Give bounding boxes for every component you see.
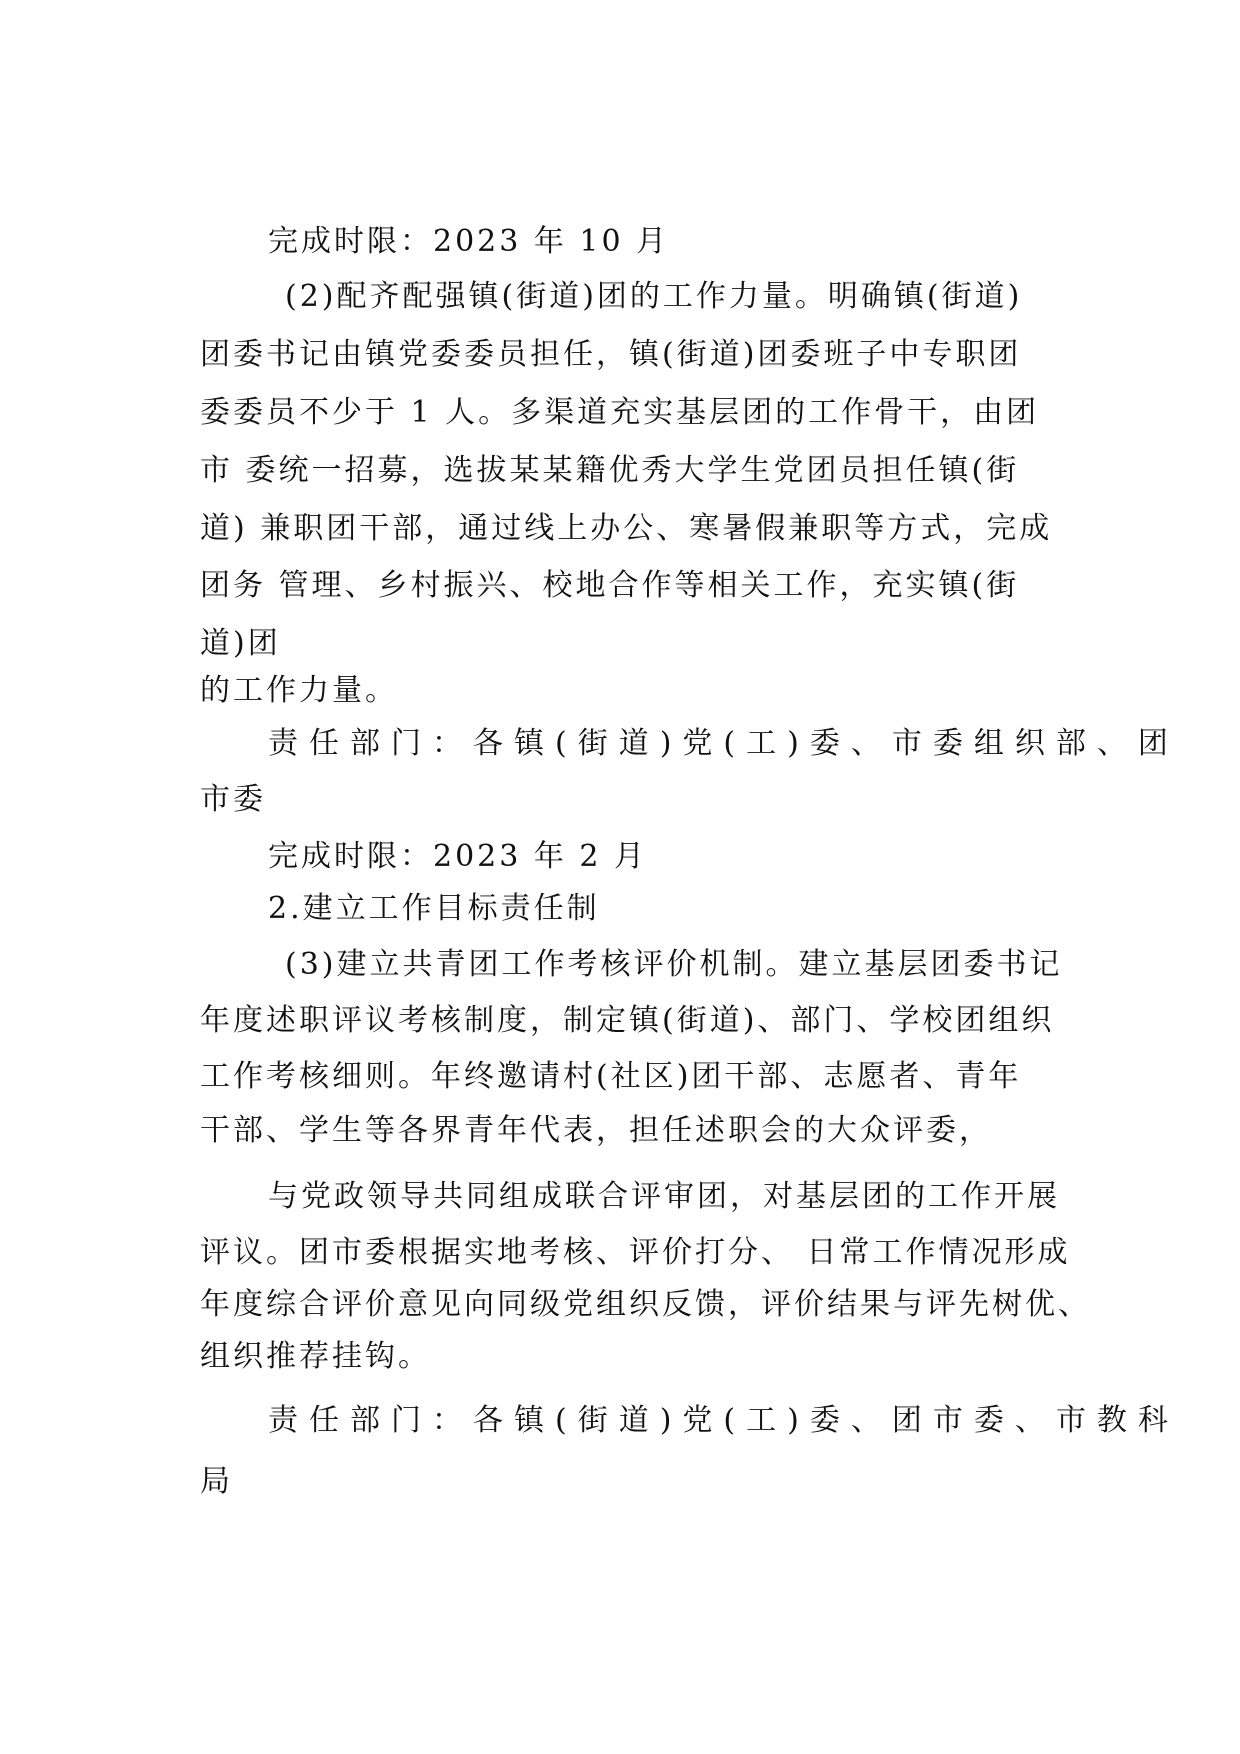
section-heading-2: 2.建立工作目标责任制 — [268, 891, 600, 926]
paragraph-3-line-3: 工作考核细则。年终邀请村(社区)团干部、志愿者、青年 — [200, 1059, 1022, 1094]
paragraph-3-line-2: 年度述职评议考核制度，制定镇(街道)、部门、学校团组织 — [200, 1003, 1055, 1038]
paragraph-2-line-7: 道)团 — [200, 626, 281, 661]
paragraph-2-line-6: 团务 管理、乡村振兴、校地合作等相关工作，充实镇(街 — [200, 568, 1020, 603]
paragraph-4-line-1: 与党政领导共同组成联合评审团，对基层团的工作开展 — [268, 1179, 1060, 1214]
paragraph-4-line-4: 组织推荐挂钩。 — [200, 1339, 431, 1374]
paragraph-4-line-3: 年度综合评价意见向同级党组织反馈，评价结果与评先树优、 — [200, 1287, 1091, 1322]
paragraph-3-line-1: (3)建立共青团工作考核评价机制。建立基层团委书记 — [285, 947, 1063, 982]
deadline-line-2: 完成时限：2023 年 2 月 — [268, 839, 648, 874]
paragraph-2-line-2: 团委书记由镇党委委员担任，镇(街道)团委班子中专职团 — [200, 337, 1022, 372]
responsible-dept-line-1: 责任部门：各镇(街道)党(工)委、市委组织部、团 — [268, 726, 1179, 761]
responsible-dept-line-4: 局 — [200, 1464, 233, 1499]
paragraph-4-line-2: 评议。团市委根据实地考核、评价打分、 日常工作情况形成 — [200, 1235, 1071, 1270]
paragraph-2-line-4: 市 委统一招募，选拔某某籍优秀大学生党团员担任镇(街 — [200, 453, 1020, 488]
responsible-dept-line-3: 责任部门：各镇(街道)党(工)委、团市委、市教科 — [268, 1403, 1179, 1438]
paragraph-2-line-5: 道) 兼职团干部，通过线上办公、寒暑假兼职等方式，完成 — [200, 511, 1053, 546]
deadline-line-1: 完成时限：2023 年 10 月 — [268, 224, 670, 259]
paragraph-2-line-3: 委委员不少于 1 人。多渠道充实基层团的工作骨干，由团 — [200, 395, 1040, 430]
paragraph-2-line-8: 的工作力量。 — [200, 673, 398, 708]
paragraph-3-line-4: 干部、学生等各界青年代表，担任述职会的大众评委， — [200, 1113, 992, 1148]
responsible-dept-line-2: 市委 — [200, 782, 266, 817]
paragraph-2-line-1: (2)配齐配强镇(街道)团的工作力量。明确镇(街道) — [285, 279, 1023, 314]
